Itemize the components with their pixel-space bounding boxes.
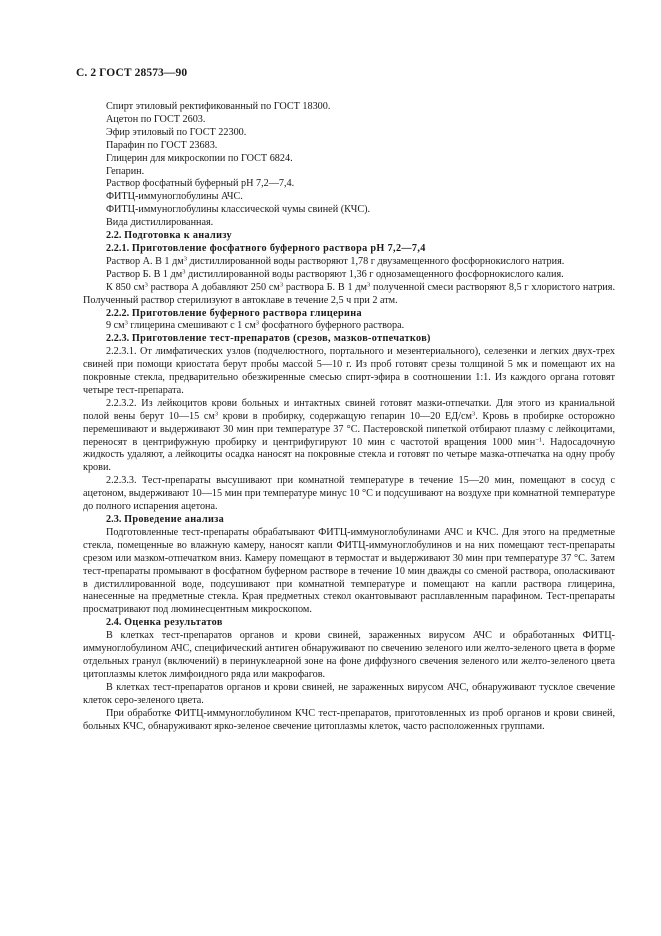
paragraph-results-1: В клетках тест-препаратов органов и крови свиней, зараженных вирусом АЧС и обработанных ФИТЦ-иммуноглобулином АЧС, специфический антиген обнаруживают по свечению зеленого или желто-зеленого цвета в форме отдельных гранул (включений) в перинуклеарной зоне на фоне диффузного свечения зеленого или желто-зеленого цвета цитоплазмы клеток лимфоидного ряда или макрофагов. (83, 630, 615, 680)
superscript: 3 (255, 319, 260, 327)
paragraph-solution-b (83, 269, 615, 282)
text-run: глицерина смешивают с 1 см (127, 320, 256, 332)
text-run: 9 см (106, 320, 125, 332)
reagent-item: Гепарин. (106, 165, 145, 177)
section-heading-2-4 (83, 617, 615, 630)
section-heading-2-2-3 (83, 333, 615, 346)
paragraph-mixing (83, 282, 615, 308)
section-number: 2.2.2. (106, 307, 130, 319)
paragraph-2-2-3-2 (83, 398, 615, 475)
text-run: К 850 см (106, 281, 145, 293)
section-title: Приготовление буферного раствора глицерина (131, 307, 362, 319)
paragraph-2-2-3-1: 2.2.3.1. От лимфатических узлов (подчелюстного, портального и мезентериального), селезенки и легких двух-трех свиней при помощи криостата берут пробы массой 5—10 г. Из проб готовят срезы толщиной 5 мк и помещают их на покровные стекла, предварительно обезжиренные смесью спирт-эфира в соотношении 1:1. Из каждого органа готовят четыре тест-препарата. (83, 346, 615, 396)
text-run: раствора Б. В 1 дм (283, 281, 367, 293)
paragraph-results-3: При обработке ФИТЦ-иммуноглобулином КЧС тест-препаратов, приготовленных из проб органов и крови свиней, больных КЧС, обнаруживают ярко-зеленое свечение цитоплазмы клеток, часто расположенных группами. (83, 707, 615, 732)
section-heading-2-2 (83, 230, 615, 243)
reagent-item: Парафин по ГОСТ 23683. (106, 139, 218, 151)
section-title: Приготовление фосфатного буферного раствора pH 7,2—7,4 (131, 242, 426, 254)
reagent-item: Спирт этиловый ректификованный по ГОСТ 18300. (106, 101, 331, 112)
text-run: раствора А добавляют 250 см (147, 281, 280, 293)
reagent-item: Раствор фосфатный буферный pH 7,2—7,4. (106, 178, 295, 190)
text-run: . Надосадочную жидкость удаляют, а лейкоциты осадка наносят на покровные стекла и готовят по четыре мазка-отпечатка на одну пробу крови. (83, 436, 616, 474)
text-run: Раствор Б. В 1 дм (106, 268, 183, 280)
reagent-item: Вида дистиллированная. (106, 217, 214, 229)
superscript: 3 (183, 255, 187, 263)
paragraph-glycerin (83, 320, 615, 333)
page-header: С. 2 ГОСТ 28573—90 (76, 67, 188, 79)
section-number: 2.3. (106, 514, 122, 525)
section-heading-2-3 (83, 514, 615, 527)
text-run: Раствор А. В 1 дм (106, 255, 184, 267)
section-title: Проведение анализа (124, 514, 225, 525)
superscript: 3 (214, 410, 219, 418)
superscript: 3 (366, 281, 371, 289)
reagent-item: ФИТЦ-иммуноглобулины АЧС. (106, 191, 243, 203)
superscript: 3 (124, 319, 128, 327)
section-heading-2-2-1 (83, 243, 615, 256)
section-number: 2.2. (106, 230, 122, 242)
section-number: 2.2.3. (106, 333, 130, 345)
superscript: −1 (535, 436, 543, 444)
superscript: 3 (279, 281, 284, 289)
reagent-item: Эфир этиловый по ГОСТ 22300. (106, 126, 247, 138)
superscript: 3 (144, 281, 148, 289)
section-title: Приготовление тест-препаратов (срезов, мазков-отпечатков) (131, 333, 431, 345)
section-number: 2.4. (106, 617, 122, 629)
text-run: полученной смеси растворяют 8,5 г хлористого натрия. Полученный раствор стерилизуют в автоклаве в течение 2,5 ч при 2 атм. (83, 281, 615, 306)
section-title: Оценка результатов (124, 617, 223, 629)
text-run: крови в пробирку, содержащую гепарин 10—20 ЕД/см (218, 410, 472, 422)
reagent-list (83, 101, 615, 230)
reagent-item: Ацетон по ГОСТ 2603. (106, 113, 206, 125)
section-number: 2.2.1. (106, 242, 130, 254)
text-run: . Кровь в пробирке осторожно перемешивают и выдерживают 30 мин при температуре 37 °С. Пастеровской пипеткой отбирают плазму с лейкоцитами, переносят в центрифужную пробирку и центрифугируют 10 мин с частотой вращения 1000 мин (83, 410, 615, 448)
paragraph-2-2-3-3: 2.2.3.3. Тест-препараты высушивают при комнатной температуре в течение 15—20 мин, помещают в сосуд с ацетоном, выдерживают 10—15 мин при температуре минус 10 °С и подсушивают на воздухе при комнатной температуре до полного испарения ацетона. (83, 475, 615, 513)
text-run: фосфатного буферного раствора. (259, 320, 405, 332)
text-run: дистиллированной воды растворяют 1,78 г двузамещенного фосфорнокислого натрия. (186, 255, 565, 267)
paragraph-solution-a (83, 256, 615, 269)
paragraph-analysis: Подготовленные тест-препараты обрабатывают ФИТЦ-иммуноглобулинами АЧС и КЧС. Для этого на предметные стекла, помещенные во влажную камеру, наносят капли ФИТЦ-иммуноглобулинов и на них помещают тест-препараты срезом или мазком-отпечатком вниз. Камеру помещают в термостат и выдерживают 30 мин при температуре 37 °С. Затем тест-препараты промывают в фосфатном буферном растворе в течение 10 мин дважды со сменой раствора, ополаскивают в дистиллированной воде, подсушивают при комнатной температуре и помещают на капли раствора глицерина, нанесенные на предметные стекла. Края предметных стекол окантовывают расплавленным парафином. Тест-препараты просматривают под люминесцентным микроскопом. (83, 526, 615, 616)
reagent-item: Глицерин для микроскопии по ГОСТ 6824. (106, 152, 293, 164)
text-run: дистиллированной воды растворяют 1,36 г однозамещенного фосфорнокислого калия. (185, 268, 564, 280)
section-heading-2-2-2 (83, 308, 615, 321)
section-title: Подготовка к анализу (124, 230, 232, 242)
superscript: 3 (182, 268, 186, 276)
document-body (83, 101, 615, 733)
superscript: 3 (471, 410, 476, 418)
paragraph-results-2: В клетках тест-препаратов органов и крови свиней, не зараженных вирусом АЧС, обнаруживают тусклое свечение клеток серо-зеленого цвета. (83, 681, 615, 706)
reagent-item: ФИТЦ-иммуноглобулины классической чумы свиней (КЧС). (106, 204, 371, 216)
text-run: 2.2.3.2. Из лейкоцитов крови больных и интактных свиней готовят мазки-отпечатки. Для этого из краниальной полой вены берут 10—15 см (83, 397, 615, 422)
